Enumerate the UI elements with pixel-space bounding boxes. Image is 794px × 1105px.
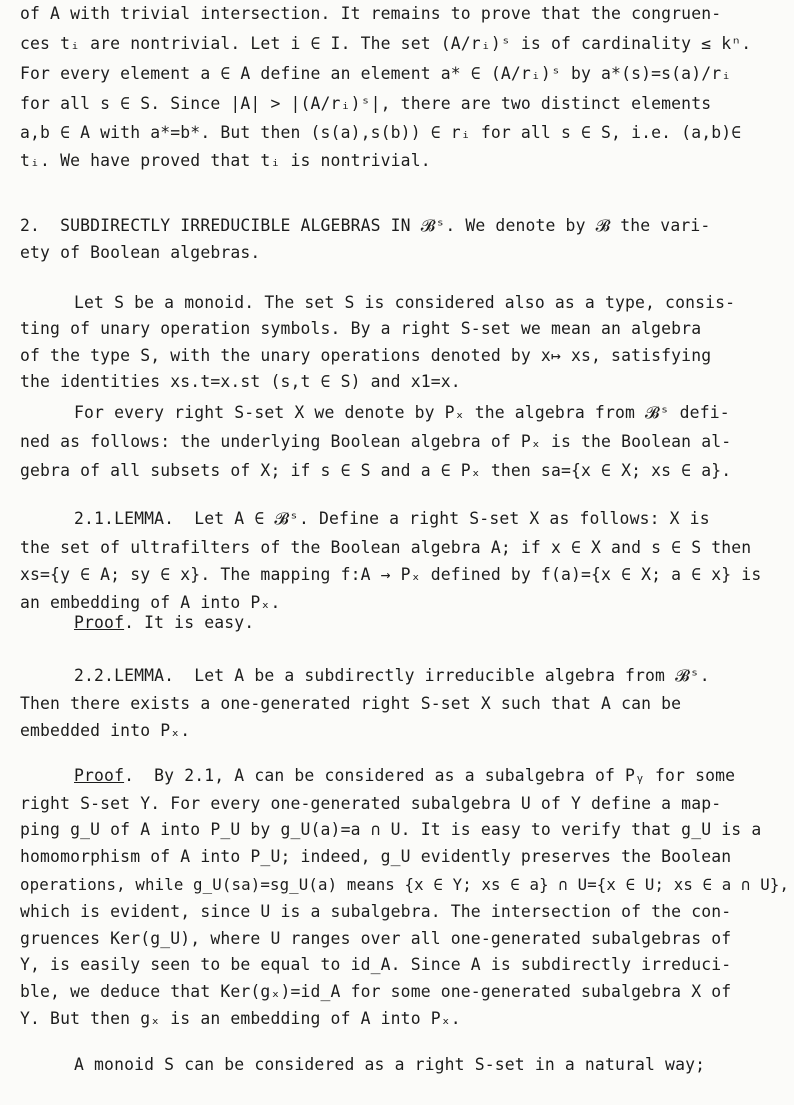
text-line: For every element a ∈ A define an element a* ∈ (A/rᵢ)ˢ by a*(s)=s(a)/rᵢ [20, 64, 732, 83]
section-heading: 2. SUBDIRECTLY IRREDUCIBLE ALGEBRAS IN 𝓑ˢ. We denote by 𝓑 the vari- [20, 216, 711, 235]
text-line: ned as follows: the underlying Boolean algebra of Pₓ is the Boolean al- [20, 432, 732, 451]
text-line: Then there exists a one-generated right S-set X such that A can be [20, 694, 682, 713]
text-line: ety of Boolean algebras. [20, 243, 261, 262]
proof-text: . By 2.1, A can be considered as a subalgebra of Pᵧ for some [124, 766, 736, 785]
text-line: of A with trivial intersection. It remains to prove that the congruen- [20, 4, 722, 23]
text-line: Y, is easily seen to be equal to id_A. Since A is subdirectly irreduci- [20, 955, 732, 974]
text-line: Let S be a monoid. The set S is considered also as a type, consis- [74, 293, 736, 312]
text-line: homomorphism of A into P_U; indeed, g_U evidently preserves the Boolean [20, 847, 732, 866]
text-line: tᵢ. We have proved that tᵢ is nontrivial. [20, 151, 431, 170]
proof-label: Proof [74, 613, 125, 632]
text-line: embedded into Pₓ. [20, 721, 191, 740]
text-line: A monoid S can be considered as a right S-set in a natural way; [74, 1055, 706, 1074]
text-line: the identities xs.t=x.st (s,t ∈ S) and x1=x. [20, 372, 461, 391]
lemma-heading: 2.1.LEMMA. Let A ∈ 𝓑ˢ. Define a right S-set X as follows: X is [74, 509, 710, 528]
text-line: for all s ∈ S. Since |A| > |(A/rᵢ)ˢ|, there are two distinct elements [20, 94, 712, 113]
text-line: ces tᵢ are nontrivial. Let i ∈ I. The set (A/rᵢ)ˢ is of cardinality ≤ kⁿ. [20, 34, 752, 53]
text-line: of the type S, with the unary operations denoted by x↦ xs, satisfying [20, 346, 712, 365]
proof-line [74, 612, 788, 634]
text-line: right S-set Y. For every one-generated subalgebra U of Y define a map- [20, 794, 722, 813]
text-line: a,b ∈ A with a*=b*. But then (s(a),s(b)) ∈ rᵢ for all s ∈ S, i.e. (a,b)∈ [20, 123, 742, 142]
text-line: gebra of all subsets of X; if s ∈ S and a ∈ Pₓ then sa={x ∈ X; xs ∈ a}. [20, 461, 732, 480]
proof-text: . It is easy. [124, 613, 255, 632]
text-line: an embedding of A into Pₓ. [20, 593, 281, 612]
proof-label: Proof [74, 766, 125, 785]
text-line: ble, we deduce that Ker(gₓ)=id_A for some one-generated subalgebra X of [20, 982, 732, 1001]
text-line: xs={y ∈ A; sy ∈ x}. The mapping f:A → Pₓ defined by f(a)={x ∈ X; a ∈ x} is [20, 565, 762, 584]
proof-line [74, 765, 788, 787]
text-line: gruences Ker(g_U), where U ranges over all one-generated subalgebras of [20, 929, 732, 948]
text-line: Y. But then gₓ is an embedding of A into Pₓ. [20, 1009, 461, 1028]
text-line: the set of ultrafilters of the Boolean algebra A; if x ∈ X and s ∈ S then [20, 538, 752, 557]
lemma-heading: 2.2.LEMMA. Let A be a subdirectly irreducible algebra from 𝓑ˢ. [74, 666, 710, 685]
text-line: ping g_U of A into P_U by g_U(a)=a ∩ U. It is easy to verify that g_U is a [20, 820, 762, 839]
text-line: For every right S-set X we denote by Pₓ the algebra from 𝓑ˢ defi- [74, 403, 730, 422]
text-line: ting of unary operation symbols. By a right S-set we mean an algebra [20, 319, 702, 338]
text-line: which is evident, since U is a subalgebra. The intersection of the con- [20, 902, 732, 921]
text-line: operations, while g_U(sa)=sg_U(a) means {x ∈ Y; xs ∈ a} ∩ U={x ∈ U; xs ∈ a ∩ U}, [20, 875, 790, 894]
